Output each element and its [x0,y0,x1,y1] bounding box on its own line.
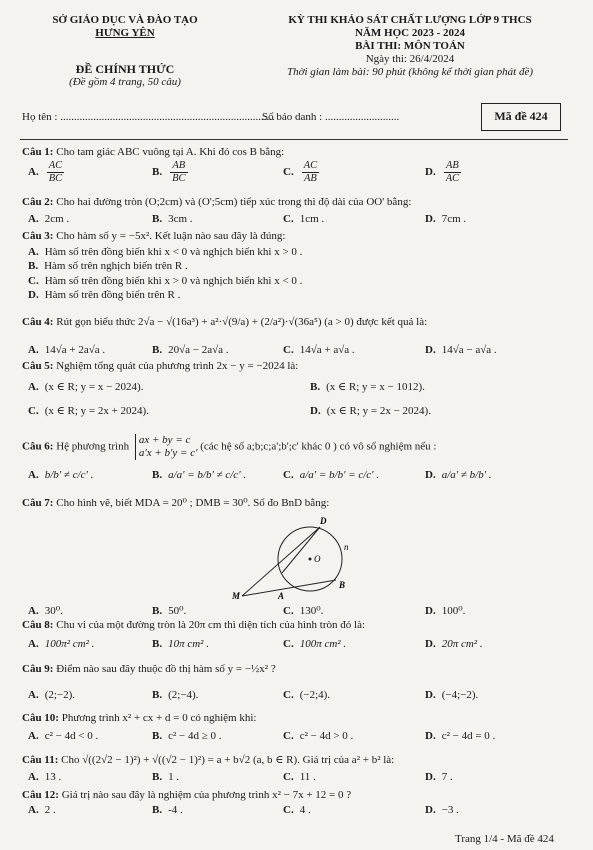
q7-option-d[interactable]: D. 100⁰. [425,605,466,617]
q8-option-a[interactable]: A. 100π² cm² . [28,638,95,650]
q4-option-d[interactable]: D. 14√a − a√a . [425,344,497,356]
q5-option-c[interactable]: C. (x ∈ R; y = 2x + 2024). [28,405,149,417]
q9-option-b[interactable]: B. (2;−4). [152,689,199,701]
exam-code: Mã đề 424 [494,109,548,123]
q7-option-b[interactable]: B. 50⁰. [152,605,187,617]
fig-label-m: M [232,591,241,601]
subject-title: BÀI THI: MÔN TOÁN [355,40,465,52]
q3-option-d[interactable]: D. Hàm số trên đồng biến trên R . [28,289,181,301]
q5-option-b[interactable]: B. (x ∈ R; y = x − 1012). [310,381,425,393]
q1-option-d[interactable]: D. $\frac{AB}{AC}$ [425,160,460,184]
q6-option-a[interactable]: A. b/b' ≠ c/c' . [28,469,94,481]
question-2: Câu 2: Cho hai đường tròn (O;2cm) và (O';5cm) tiếp xúc trong thì độ dài của OO' bằng: [22,196,412,208]
q7-figure [232,512,362,602]
q1-option-b[interactable]: B. $\frac{AB}{BC}$ [152,160,186,184]
question-11: Câu 11: Cho √((2√2 − 1)²) + √((√2 − 1)²) = a + b√2 (a, b ∈ R). Giá trị của a² + b² là: [22,754,395,766]
q5-option-a[interactable]: A. (x ∈ R; y = x − 2024). [28,381,144,393]
pages-note: (Đề gồm 4 trang, 50 câu) [69,76,181,88]
q10-option-c[interactable]: C. c² − 4d > 0 . [283,730,354,742]
q2-option-b[interactable]: B. 3cm . [152,213,193,225]
q8-option-b[interactable]: B. 10π cm² . [152,638,209,650]
q12-option-d[interactable]: D. −3 . [425,804,459,816]
q2-option-c[interactable]: C. 1cm . [283,213,325,225]
q8-option-d[interactable]: D. 20π cm² . [425,638,483,650]
fig-label-a: A [278,591,285,601]
q11-option-a[interactable]: A. 13 . [28,771,62,783]
question-6: Câu 6: Hệ phương trình ax + by = c a'x + b'y = c' (các hệ số a;b;c;a';b';c' khác 0 ) có vô số nghiệm nếu : [22,434,437,459]
q9-option-a[interactable]: A. (2;−2). [28,689,76,701]
q6-option-b[interactable]: B. a/a' = b/b' ≠ c/c' . [152,469,247,481]
fig-center-dot [309,558,312,561]
q8-option-c[interactable]: C. 100π cm² . [283,638,347,650]
q1-option-a[interactable]: A. $\frac{AC}{BC}$ [28,160,63,184]
q11-option-d[interactable]: D. 7 . [425,771,453,783]
q12-option-b[interactable]: B. -4 . [152,804,183,816]
question-9: Câu 9: Điểm nào sau đây thuộc đồ thị hàm số y = −½x² ? [22,663,276,675]
dept-line2: HƯNG YÊN [95,27,155,39]
q6-option-d[interactable]: D. a/a' ≠ b/b' . [425,469,492,481]
question-7: Câu 7: Cho hình vẽ, biết MDA = 20⁰ ; DMB = 30⁰. Số đo BnD bằng: [22,497,330,509]
q12-option-c[interactable]: C. 4 . [283,804,311,816]
q10-option-d[interactable]: D. c² − 4d = 0 . [425,730,496,742]
question-5: Câu 5: Nghiệm tổng quát của phương trình 2x − y = −2024 là: [22,360,299,372]
q11-option-b[interactable]: B. 1 . [152,771,180,783]
fig-label-d: D [320,516,327,526]
exam-duration: Thời gian làm bài: 90 phút (không kể thời gian phát đề) [286,66,534,78]
sbd-field: Số báo danh : ........................... [262,111,400,123]
school-year: NĂM HỌC 2023 - 2024 [355,27,465,39]
q4-option-c[interactable]: C. 14√a + a√a . [283,344,355,356]
q3-option-c[interactable]: C. Hàm số trên đồng biến khi x > 0 và nghịch biến khi x < 0 . [28,275,303,287]
q10-option-b[interactable]: B. c² − 4d ≥ 0 . [152,730,222,742]
name-field: Họ tên : .............................................................................. [22,111,275,123]
q2-option-a[interactable]: A. 2cm . [28,213,70,225]
q9-option-d[interactable]: D. (−4;−2). [425,689,479,701]
exam-title: KỲ THI KHẢO SÁT CHẤT LƯỢNG LỚP 9 THCS [288,14,532,26]
q5-option-d[interactable]: D. (x ∈ R; y = 2x − 2024). [310,405,431,417]
fig-line-ad [282,527,320,573]
header-divider [20,139,568,140]
q4-option-b[interactable]: B. 20√a − 2a√a . [152,344,229,356]
q7-option-a[interactable]: A. 30⁰. [28,605,63,617]
q1-option-c[interactable]: C. $\frac{AC}{AB}$ [283,160,318,184]
q9-option-c[interactable]: C. (−2;4). [283,689,331,701]
official-label: ĐỀ CHÍNH THỨC [75,62,175,76]
q4-option-a[interactable]: A. 14√a + 2a√a . [28,344,106,356]
fig-line-mb [242,580,336,596]
q2-option-d[interactable]: D. 7cm . [425,213,467,225]
fig-label-o: O [314,554,321,564]
q11-option-c[interactable]: C. 11 . [283,771,316,783]
fig-label-b: B [339,580,346,590]
fig-line-md [242,527,320,596]
dept-line1: SỞ GIÁO DỤC VÀ ĐÀO TẠO [52,14,198,26]
question-1: Câu 1: Cho tam giác ABC vuông tại A. Khi đó cos B bằng: [22,146,285,158]
page-footer: Trang 1/4 - Mã đề 424 [455,833,554,845]
q3-option-b[interactable]: B. Hàm số trên nghịch biến trên R . [28,260,188,272]
question-12: Câu 12: Giá trị nào sau đây là nghiệm của phương trình x² − 7x + 12 = 0 ? [22,789,352,801]
question-8: Câu 8: Chu vi của một đường tròn là 20π cm thì diện tích của hình tròn đó là: [22,619,366,631]
fig-label-n: n [344,542,349,552]
question-4: Câu 4: Rút gọn biểu thức 2√a − √(16a³) + a²·√(9/a) + (2/a²)·√(36a⁵) (a > 0) được kết quả là: [22,316,428,328]
q3-option-a[interactable]: A. Hàm số trên đồng biến khi x < 0 và nghịch biến khi x > 0 . [28,246,303,258]
exam-date: Ngày thi: 26/4/2024 [365,53,455,65]
q12-option-a[interactable]: A. 2 . [28,804,56,816]
q7-option-c[interactable]: C. 130⁰. [283,605,324,617]
q6-option-c[interactable]: C. a/a' = b/b' = c/c' . [283,469,380,481]
question-3: Câu 3: Cho hàm số y = −5x². Kết luận nào sau đây là đúng: [22,230,286,242]
question-10: Câu 10: Phương trình x² + cx + d = 0 có nghiệm khi: [22,712,257,724]
q10-option-a[interactable]: A. c² − 4d < 0 . [28,730,99,742]
